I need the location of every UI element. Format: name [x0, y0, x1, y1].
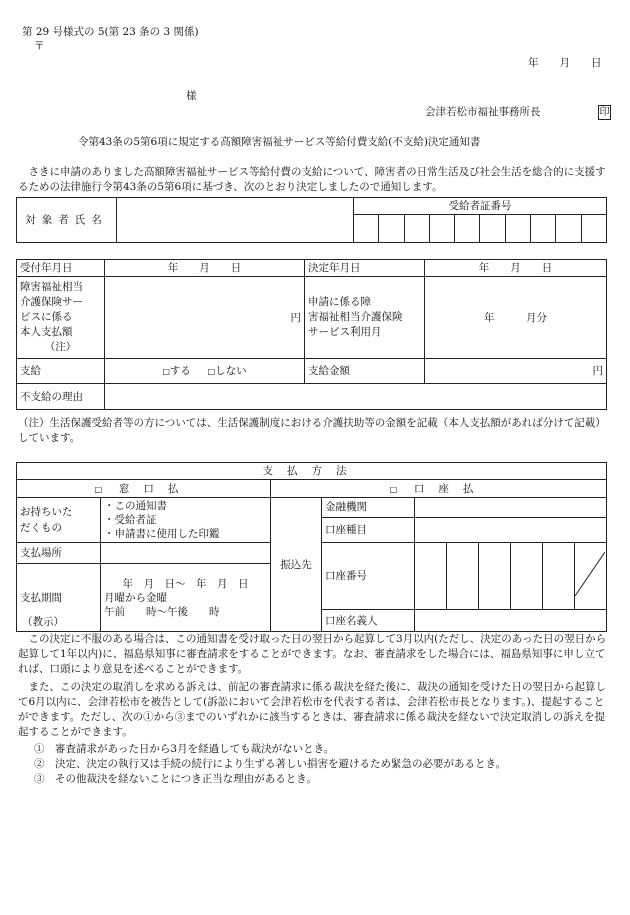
- addressee-suffix: 様: [186, 90, 197, 102]
- form-number: 第 29 号様式の 5(第 23 条の 3 関係): [22, 26, 199, 38]
- account-type-field: [415, 517, 607, 543]
- payment-method-table: [16, 462, 607, 632]
- intro-paragraph: さきに申請のありました高額障害福祉サービス等給付費の支給について、障害者の日常生活及び社会生活を総合的に支援するための法律施行令第43条の5第6項に基づき、次のとおり決定しましたので通知します。: [18, 166, 606, 193]
- cert-digit: [455, 215, 480, 243]
- instruction-paragraph-2: また、この決定の取消しを求める訴えは、前記の審査請求に係る裁決を経た後に、裁決の通知を受けた日の翌日から起算して6月以内に、会津若松市を被告として(訴訟において会津若松市を代表する者は、会津若松市長となります。)、提起することができます。ただし、次の①から③までのいずれかに該当するときは、審査請求に係る裁決を経ないで決定取消しの訴えを提起することができます。: [18, 681, 606, 738]
- account-digit-slashed: [575, 543, 607, 610]
- note-paragraph: （注）生活保護受給者等の方については、生活保護制度における介護扶助等の金額を記載（本人支払額があれば分けて記載）しています。: [18, 417, 606, 444]
- account-type-label: 口座種目: [322, 517, 415, 543]
- reason-field: [105, 384, 607, 410]
- bank-label: 金融機関: [322, 498, 415, 517]
- bring-items: ・この通知書 ・受給者証 ・申請書に使用した印鑑: [101, 498, 271, 543]
- usage-month-label: 申請に係る障 害福祉相当介護保険 サービス利用月: [305, 277, 425, 359]
- issuer: 会津若松市福祉事務所長: [425, 106, 541, 118]
- cert-digit: [404, 215, 429, 243]
- decided-label: 決定年月日: [305, 260, 425, 277]
- account-payment-header: □ 口座払: [271, 480, 607, 498]
- payment-yes-label: する: [169, 365, 191, 378]
- place-label: 支払場所: [17, 543, 101, 564]
- cert-digit: [581, 215, 606, 243]
- period-label: 支払期間: [17, 564, 101, 632]
- account-digit: [511, 543, 543, 610]
- holder-field: [415, 610, 607, 632]
- reason-label: 不支給の理由: [17, 384, 105, 410]
- usage-month-value: 年 月分: [425, 277, 607, 359]
- document-title: 令第43条の5第6項に規定する高額障害福祉サービス等給付費支給(不支給)決定通知書: [78, 136, 481, 148]
- instruction-item: ② 決定、決定の執行又は手続の続行により生ずる著しい損害を避けるため緊急の必要があるとき。: [34, 758, 507, 770]
- amount-label: 支給金額: [305, 359, 425, 384]
- received-label: 受付年月日: [17, 260, 105, 277]
- account-digit: [447, 543, 479, 610]
- counter-payment-header: □ 窓口払: [17, 480, 271, 498]
- slash-mark: [575, 552, 605, 596]
- self-pay-label: 障害福祉相当 介護保険サー ビスに係る 本人支払額 （注）: [17, 277, 105, 359]
- payment-yes-checkbox[interactable]: □: [162, 367, 170, 377]
- cert-digit: [379, 215, 404, 243]
- issue-date: 年 月 日: [528, 57, 602, 69]
- cert-digit: [354, 215, 379, 243]
- seal-mark: 印: [599, 107, 610, 118]
- decided-date: 年 月 日: [425, 260, 607, 277]
- payment-no-label: しない: [215, 365, 247, 378]
- payment-label: 支給: [17, 359, 105, 384]
- subject-name-field: [117, 198, 354, 243]
- subject-name-label: 対象者氏名: [17, 198, 117, 243]
- instruction-heading: （教示）: [22, 616, 64, 628]
- cert-digit: [429, 215, 454, 243]
- cert-number-label: 受給者証番号: [354, 198, 607, 215]
- account-digit: [479, 543, 511, 610]
- amount-value: 円: [425, 359, 607, 384]
- instruction-item: ① 審査請求があった日から3月を経過しても裁決がないとき。: [34, 743, 335, 755]
- received-date: 年 月 日: [105, 260, 305, 277]
- cert-digit: [480, 215, 505, 243]
- cert-digit: [505, 215, 530, 243]
- payment-no-checkbox[interactable]: □: [207, 367, 216, 377]
- holder-label: 口座名義人: [322, 610, 415, 632]
- payment-method-heading: 支払方法: [17, 463, 607, 480]
- transfer-label: 振込先: [271, 498, 322, 632]
- counter-checkbox[interactable]: □: [94, 484, 103, 494]
- account-digit: [543, 543, 575, 610]
- instruction-paragraph-1: この決定に不服のある場合は、この通知書を受け取った日の翌日から起算して3月以内(ただし、決定のあった日の翌日から起算して1年以内)に、福島県知事に審査請求をすることができます。なお、審査請求をした場合には、福島県知事に申し立てれば、口頭により意見を述べることができます。: [18, 633, 607, 675]
- payment-choice: [105, 359, 305, 384]
- bank-field: [415, 498, 607, 517]
- subject-table: [16, 197, 607, 243]
- decision-table: [16, 259, 607, 410]
- place-field: [101, 543, 271, 564]
- cert-digit: [531, 215, 556, 243]
- postal-mark: 〒: [34, 40, 45, 52]
- account-digit: [415, 543, 447, 610]
- instruction-item: ③ その他裁決を経ないことにつき正当な理由があるとき。: [34, 773, 317, 785]
- self-pay-amount: 円: [105, 277, 305, 359]
- account-number-label: 口座番号: [322, 543, 415, 610]
- bring-label: お持ちいた だくもの: [17, 498, 101, 543]
- cert-digit: [556, 215, 581, 243]
- period-values: 年 月 日～ 年 月 日 月曜から金曜 午前 時～午後 時: [101, 564, 271, 632]
- account-checkbox[interactable]: □: [389, 484, 398, 494]
